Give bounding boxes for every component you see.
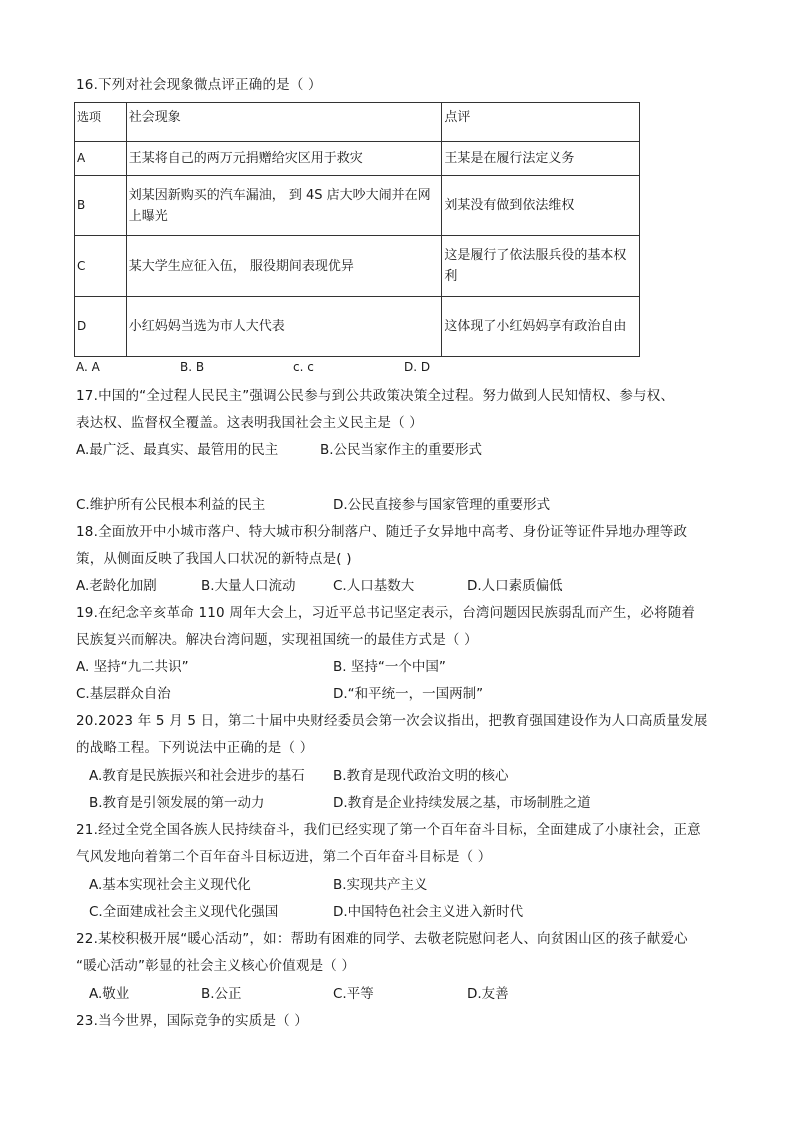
table-cell-comment: 王某是在履行法定义务 (442, 142, 640, 176)
question-19-stem-2: 民族复兴而解决。解决台湾问题，实现祖国统一的最佳方式是（ ） (76, 632, 478, 648)
q18-option-b[interactable]: B.大量人口流动 (201, 578, 296, 594)
question-18-stem-2: 策，从侧面反映了我国人口状况的新特点是( ) (76, 551, 352, 567)
table-cell-option: C (75, 236, 127, 297)
question-16-stem: 16.下列对社会现象微点评正确的是（ ） (76, 77, 322, 93)
question-22-stem-2: “暖心活动”彰显的社会主义核心价值观是（ ） (76, 958, 356, 974)
question-17-stem-1: 17.中国的“全过程人民民主”强调公民参与到公共政策决策全过程。努力做到人民知情权、参与权、 (76, 388, 675, 404)
table-cell-option: A (75, 142, 127, 176)
table-cell-phenomenon: 王某将自己的两万元捐赠给灾区用于救灾 (126, 142, 442, 176)
table-cell-phenomenon: 刘某因新购买的汽车漏油， 到 4S 店大吵大闹并在网上曝光 (126, 176, 442, 236)
q17-option-c[interactable]: C.维护所有公民根本利益的民主 (76, 497, 266, 513)
question-19-stem-1: 19.在纪念辛亥革命 110 周年大会上，习近平总书记坚定表示，台湾问题因民族弱乱而产生，必将随着 (76, 605, 696, 621)
q22-option-d[interactable]: D.友善 (467, 986, 509, 1002)
q19-option-c[interactable]: C.基层群众自治 (76, 686, 171, 702)
q20-option-d[interactable]: D.教育是企业持续发展之基，市场制胜之道 (333, 795, 591, 811)
table-cell-option: B (75, 176, 127, 236)
q16-choice-b[interactable]: B. B (180, 360, 205, 374)
question-23-stem: 23.当今世界，国际竞争的实质是（ ） (76, 1013, 309, 1029)
table-header-phenomenon: 社会现象 (126, 103, 442, 142)
table-header-comment: 点评 (442, 103, 640, 142)
question-21-stem-2: 气风发地向着第二个百年奋斗目标迈进，第二个百年奋斗目标是（ ） (76, 849, 492, 865)
table-row (75, 142, 640, 176)
q20-option-c[interactable]: B.教育是引领发展的第一动力 (89, 795, 265, 811)
question-20-stem-2: 的战略工程。下列说法中正确的是（ ） (76, 740, 314, 756)
table-row (75, 297, 640, 357)
q20-option-b[interactable]: B.教育是现代政治文明的核心 (333, 768, 509, 784)
q17-option-a[interactable]: A.最广泛、最真实、最管用的民主 (76, 442, 279, 458)
q18-option-d[interactable]: D.人口素质偏低 (467, 578, 563, 594)
table-row (75, 176, 640, 236)
q17-option-b[interactable]: B.公民当家作主的重要形式 (320, 442, 483, 458)
q21-option-d[interactable]: D.中国特色社会主义进入新时代 (333, 904, 524, 920)
table-cell-option: D (75, 297, 127, 357)
q18-option-c[interactable]: C.人口基数大 (333, 578, 415, 594)
table-cell-phenomenon: 某大学生应征入伍， 服役期间表现优异 (126, 236, 442, 297)
question-20-stem-1: 20.2023 年 5 月 5 日，第二十届中央财经委员会第一次会议指出，把教育强国建设作为人口高质量发展 (76, 713, 708, 729)
table-header-option: 选项 (75, 103, 127, 142)
q22-option-a[interactable]: A.敬业 (89, 986, 130, 1002)
q16-choice-a[interactable]: A. A (76, 360, 100, 374)
q18-option-a[interactable]: A.老龄化加剧 (76, 578, 157, 594)
q20-option-a[interactable]: A.教育是民族振兴和社会进步的基石 (89, 768, 305, 784)
q16-choice-c[interactable]: c. c (293, 360, 314, 374)
q19-option-b[interactable]: B. 坚持“一个中国” (333, 659, 446, 675)
q21-option-c[interactable]: C.全面建成社会主义现代化强国 (89, 904, 279, 920)
question-21-stem-1: 21.经过全党全国各族人民持续奋斗，我们已经实现了第一个百年奋斗目标，全面建成了小康社会，正意 (76, 822, 701, 838)
table-cell-comment: 这是履行了依法服兵役的基本权利 (442, 236, 640, 297)
question-22-stem-1: 22.某校积极开展“暖心活动”，如：帮助有困难的同学、去敬老院慰问老人、向贫困山区的孩子献爱心 (76, 931, 688, 947)
table-row (75, 236, 640, 297)
table-cell-comment: 这体现了小红妈妈享有政治自由 (442, 297, 640, 357)
q16-choice-d[interactable]: D. D (404, 360, 431, 374)
q21-option-a[interactable]: A.基本实现社会主义现代化 (89, 877, 251, 893)
q22-option-c[interactable]: C.平等 (333, 986, 374, 1002)
q19-option-d[interactable]: D.“和平统一，一国两制” (333, 686, 484, 702)
q17-option-d[interactable]: D.公民直接参与国家管理的重要形式 (333, 497, 551, 513)
table-header-row (75, 103, 640, 142)
question-18-stem-1: 18.全面放开中小城市落户、特大城市积分制落户、随迁子女异地中高考、身份证等证件异地办理等政 (76, 524, 688, 540)
q22-option-b[interactable]: B.公正 (201, 986, 242, 1002)
question-16-table (74, 102, 640, 357)
question-17-stem-2: 表达权、监督权全覆盖。这表明我国社会主义民主是（ ） (76, 415, 423, 431)
q19-option-a[interactable]: A. 坚持“九二共识” (76, 659, 189, 675)
q21-option-b[interactable]: B.实现共产主义 (333, 877, 428, 893)
table-cell-comment: 刘某没有做到依法维权 (442, 176, 640, 236)
table-cell-phenomenon: 小红妈妈当选为市人大代表 (126, 297, 442, 357)
